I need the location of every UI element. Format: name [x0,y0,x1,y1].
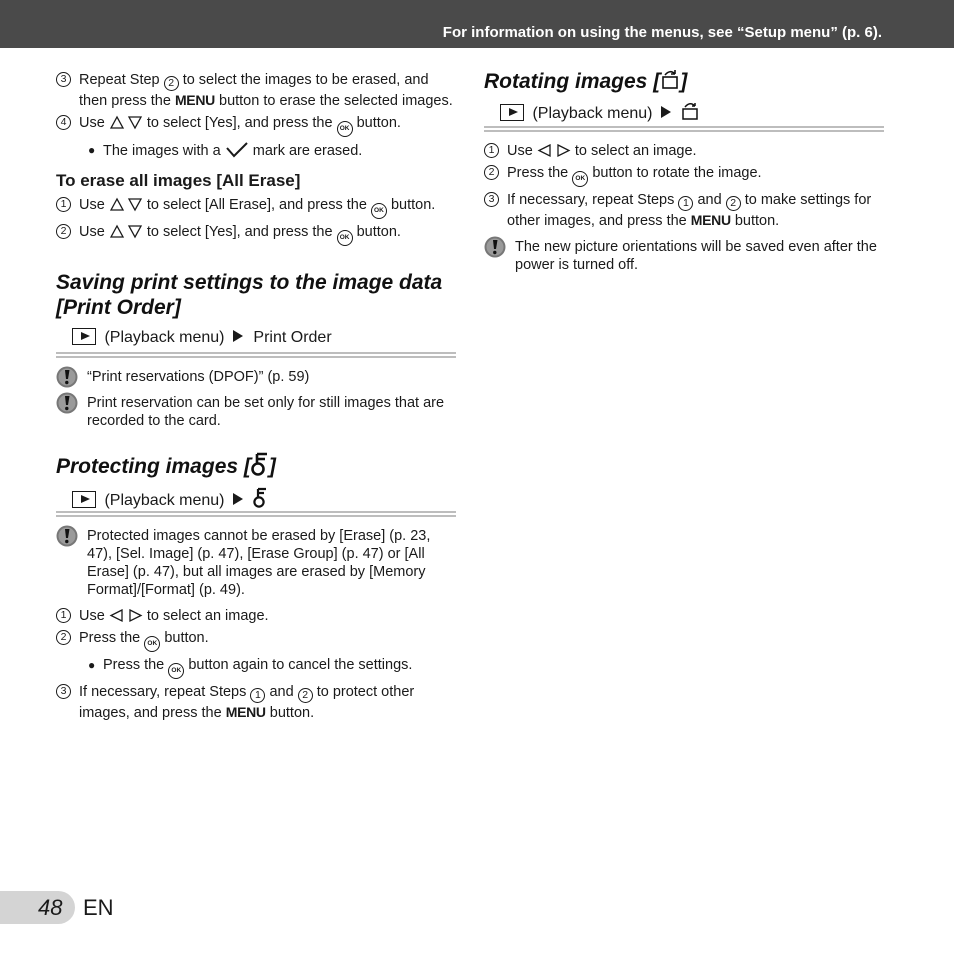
protect-step-1: 1 Use to select an image. [56,607,456,625]
print-order-title: Saving print settings to the image data [Print Order] [56,271,443,319]
page-number: 48 [38,895,63,920]
left-right-arrows-icon [109,608,143,623]
rotate-step-1: 1 Use to select an image. [484,142,884,160]
rotate-step-3: 3 If necessary, repeat Steps 1 and 2 to make settings for other images, and press the MENU button. [484,191,884,230]
step-number: 3 [484,192,499,207]
all-erase-step-2: 2 Use to select [Yes], and press the OK button. [56,223,456,246]
up-down-arrows-icon [109,224,143,239]
up-down-arrows-icon [109,197,143,212]
ok-button-icon: OK [168,663,184,679]
protect-step-2-bullet: ● Press the OK button again to cancel the settings. [56,656,456,679]
step-number: 1 [56,197,71,212]
divider [56,511,456,517]
step-number: 2 [56,224,71,239]
erase-step-4-bullet: ● The images with a mark are erased. [88,143,363,159]
ok-button-icon: OK [144,636,160,652]
protect-step-3: 3 If necessary, repeat Steps 1 and 2 to protect other images, and press the MENU button. [56,683,456,722]
step-ref: 1 [678,196,693,211]
step-number: 1 [484,143,499,158]
left-right-arrows-icon [537,143,571,158]
menu-button-label: MENU [174,92,215,108]
divider [56,352,456,358]
rotate-icon [660,69,680,91]
protect-key-icon [253,487,267,509]
protect-key-icon [251,452,269,478]
arrow-right-icon [233,493,243,505]
menu-button-label: MENU [225,704,266,720]
rotate-icon [681,102,699,121]
ok-button-icon: OK [572,171,588,187]
divider [484,126,884,132]
rotate-step-2: 2 Press the OK button to rotate the image. [484,164,884,187]
erase-step-4: 4 Use to select [Yes], and press the OK button. [56,114,456,137]
step-ref: 2 [164,76,179,91]
step-number: 2 [56,630,71,645]
print-order-note-1: “Print reservations (DPOF)” (p. 59) [56,368,456,386]
all-erase-step-1: 1 Use to select [All Erase], and press the OK button. [56,196,456,219]
step-ref: 2 [298,688,313,703]
erase-step-3: 3 Repeat Step 2 to select the images to be erased, and then press the MENU button to erase the selected images. [56,71,456,110]
step-number: 3 [56,72,71,87]
rotate-menu-path: (Playback menu) [484,102,884,126]
caution-icon [56,525,78,547]
ok-button-icon: OK [337,121,353,137]
caution-icon [484,236,506,258]
language-code: EN [83,895,114,920]
protect-title: Protecting images [ ] [56,452,456,479]
protect-menu-path: (Playback menu) [56,487,456,511]
caution-icon [56,366,78,388]
step-ref: 1 [250,688,265,703]
play-icon [72,491,96,508]
arrow-right-icon [233,330,243,342]
print-order-note-2: Print reservation can be set only for still images that are recorded to the card. [56,394,456,430]
ok-button-icon: OK [337,230,353,246]
header-text: For information on using the menus, see “Setup menu” (p. 6). [442,24,882,41]
print-order-menu-path: (Playback menu) Print Order [56,328,456,352]
play-icon [500,104,524,121]
ok-button-icon: OK [371,203,387,219]
step-number: 2 [484,165,499,180]
all-erase-heading: To erase all images [All Erase] [56,171,301,190]
step-ref: 2 [726,196,741,211]
up-down-arrows-icon [109,115,143,130]
menu-button-label: MENU [690,212,731,228]
left-column [56,71,456,726]
protect-step-2: 2 Press the OK button. [56,629,456,652]
check-mark-icon [225,141,249,158]
step-number: 1 [56,608,71,623]
rotate-note: The new picture orientations will be saved even after the power is turned off. [484,238,884,274]
protect-note: Protected images cannot be erased by [Erase] (p. 23, 47), [Sel. Image] (p. 47), [Erase Group] (p. 47) or [All Erase] (p. 47), but all images are erased by [Memory Format]/[Format] (p. 49). [56,527,456,599]
caution-icon [56,392,78,414]
header-bar [0,0,954,48]
arrow-right-icon [661,106,671,118]
play-icon [72,328,96,345]
right-column [484,69,884,282]
step-number: 4 [56,115,71,130]
rotate-title: Rotating images [ ] [484,70,688,93]
step-number: 3 [56,684,71,699]
